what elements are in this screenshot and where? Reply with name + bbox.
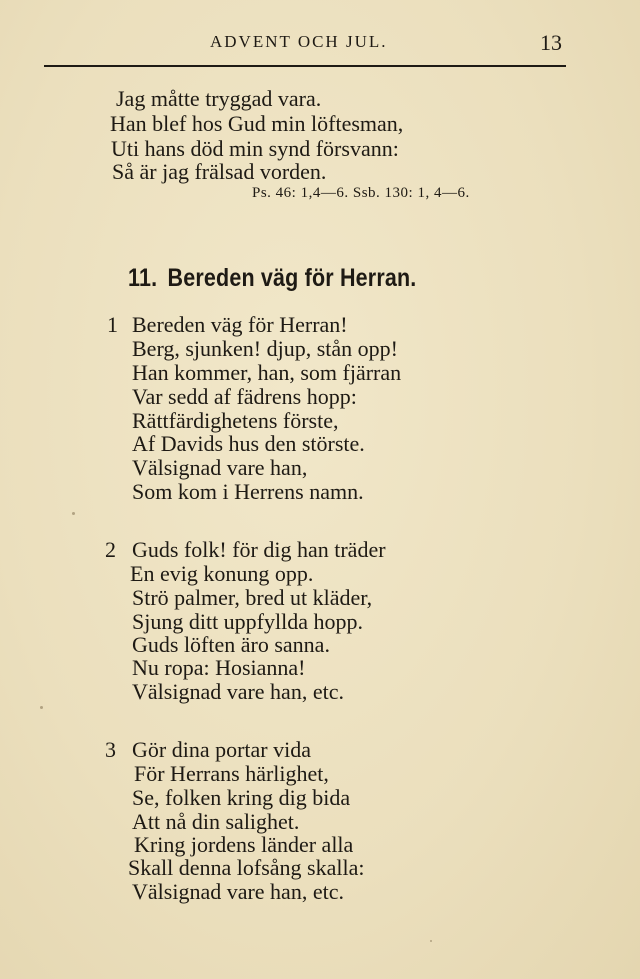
text-line: Sjung ditt uppfyllda hopp. <box>132 609 363 634</box>
verse-number: 2 <box>105 537 116 562</box>
hymn-heading <box>128 264 416 293</box>
text-line: Uti hans död min synd försvann: <box>111 136 399 161</box>
text-line: Välsignad vare han, <box>132 455 308 480</box>
text-line: Välsignad vare han, etc. <box>132 679 344 704</box>
scripture-reference: Ps. 46: 1,4—6. Ssb. 130: 1, 4—6. <box>252 185 470 201</box>
text-line: Guds löften äro sanna. <box>132 632 330 657</box>
verse-number: 1 <box>107 312 118 337</box>
paper-speck <box>72 512 75 515</box>
text-line: Han blef hos Gud min löftesman, <box>110 111 404 136</box>
text-line: Att nå din salighet. <box>132 809 300 834</box>
verse-number: 3 <box>105 737 116 762</box>
page-number: 13 <box>540 30 562 55</box>
hymn-title: Bereden väg för Herran. <box>167 264 417 292</box>
text-line: Var sedd af fädrens hopp: <box>132 384 357 409</box>
text-line: Af Davids hus den störste. <box>132 431 365 456</box>
text-line: Gör dina portar vida <box>132 737 311 762</box>
text-line: Berg, sjunken! djup, stån opp! <box>132 336 399 361</box>
text-line: Nu ropa: Hosianna! <box>132 655 306 680</box>
header-rule <box>44 65 566 67</box>
text-line: Välsignad vare han, etc. <box>132 879 344 904</box>
text-line: Jag måtte tryggad vara. <box>116 86 322 111</box>
text-line: Bereden väg för Herran! <box>132 312 348 337</box>
paper-speck <box>430 940 432 942</box>
text-line: Strö palmer, bred ut kläder, <box>132 585 373 610</box>
hymn-number: 11. <box>128 264 158 292</box>
text-line: Som kom i Herrens namn. <box>132 479 364 504</box>
text-line: Se, folken kring dig bida <box>132 785 351 810</box>
text-line: För Herrans härlighet, <box>134 761 329 786</box>
text-line: Skall denna lofsång skalla: <box>128 855 365 880</box>
running-head: ADVENT OCH JUL. <box>210 32 388 51</box>
paper-speck <box>40 706 43 709</box>
text-line: Kring jordens länder alla <box>134 832 354 857</box>
text-line: Så är jag frälsad vorden. <box>112 159 327 184</box>
text-line: Han kommer, han, som fjärran <box>132 360 402 385</box>
text-line: En evig konung opp. <box>130 561 314 586</box>
text-line: Guds folk! för dig han träder <box>132 537 386 562</box>
text-line: Rättfärdighetens förste, <box>132 408 339 433</box>
